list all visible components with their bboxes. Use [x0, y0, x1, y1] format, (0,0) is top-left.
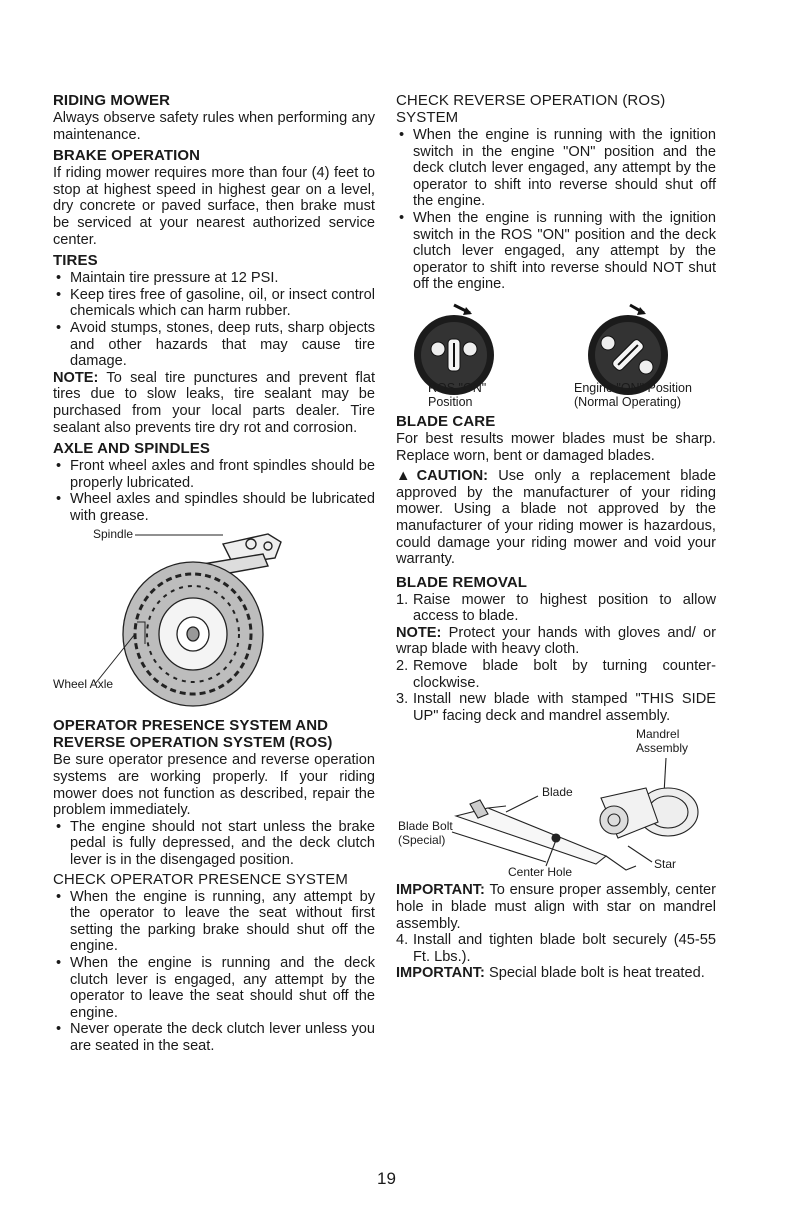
star-label: Star — [654, 857, 677, 872]
caution-paragraph — [396, 468, 716, 568]
blade-bolt-label-line1: Blade Bolt — [398, 819, 453, 834]
list-item: • Maintain tire pressure at 12 PSI. — [53, 270, 375, 287]
ignition-switch-figure — [396, 301, 716, 409]
caution-text: Use only a replacement blade approved by the manufacturer of your riding mower. Using a blade not approved by the manufacturer of your riding mower is hazardous, could damage your riding mower and void your warranty. — [396, 468, 716, 568]
check-ops-list — [53, 889, 375, 1055]
spindle-label: Spindle — [93, 527, 134, 542]
blade-care-text: For best results mower blades must be sharp. Replace worn, bent or damaged blades. — [396, 430, 716, 464]
list-item: • When the engine is running, any attempt by the operator to leave the seat without first setting the parking brake should shut off the engine. — [53, 889, 375, 955]
list-item: • When the engine is running and the deck clutch lever is engaged, any attempt by the operator to leave the seat should shut off the engine. — [53, 955, 375, 1021]
ros-caption-line1: ROS "ON" — [428, 380, 487, 395]
note-label: NOTE: — [396, 624, 442, 641]
note-label: NOTE: — [53, 369, 99, 386]
tires-heading: TIRES — [53, 252, 98, 270]
riding-mower-text: Always observe safety rules when performing any maintenance. — [53, 110, 375, 143]
step-1: 1. Raise mower to highest position to allow access to blade. — [396, 591, 716, 625]
engine-caption-line2: (Normal Operating) — [574, 394, 681, 409]
left-column — [53, 92, 375, 1055]
important-text: Special blade bolt is heat treated. — [488, 965, 705, 982]
tires-list — [53, 270, 375, 370]
note-text: Protect your hands with gloves and/ or wrap blade with heavy cloth. — [396, 624, 716, 658]
blade-removal-steps-cont — [396, 658, 716, 724]
important-label: IMPORTANT: — [396, 882, 485, 899]
important-heat-treated — [396, 965, 716, 982]
riding-mower-heading: RIDING MOWER — [53, 92, 171, 109]
blade-removal-step-4 — [396, 932, 716, 965]
blade-label: Blade — [542, 785, 573, 800]
ros-caption — [428, 381, 570, 409]
ros-caption-line2: Position — [428, 394, 473, 409]
step-4: 4. Install and tighten blade bolt securely (45-55 Ft. Lbs.). — [396, 932, 716, 965]
step-text: Raise mower to highest position to allow access to blade. — [413, 591, 716, 625]
brake-operation-text: If riding mower requires more than four (4) feet to stop at highest speed in highest gear on a level, dry concrete or paved surface, then brake must be serviced at your nearest authorized service center. — [53, 165, 375, 248]
warning-triangle-icon: ▲ — [396, 468, 417, 485]
brake-operation-heading: BRAKE OPERATION — [53, 147, 201, 165]
check-ros-heading: CHECK REVERSE OPERATION (ROS) SYSTEM — [396, 92, 666, 126]
engine-caption-line1: Engine "ON" Position — [574, 380, 692, 395]
list-item: • When the engine is running with the ignition switch in the ROS "ON" position and the deck clutch lever engaged, any attempt by the operator to shift into reverse should NOT shut off the engine. — [396, 210, 716, 293]
ops-list — [53, 819, 375, 869]
mandrel-label-line1: Mandrel — [636, 727, 680, 742]
blade-removal-steps — [396, 592, 716, 625]
switch-captions — [428, 381, 716, 409]
list-item: • Front wheel axles and front spindles should be properly lubricated. — [53, 458, 375, 491]
check-ops-heading: CHECK OPERATOR PRESENCE SYSTEM — [53, 870, 349, 888]
blade-care-heading: BLADE CARE — [396, 412, 496, 430]
list-item: • Keep tires free of gasoline, oil, or insect control chemicals which can harm rubber. — [53, 287, 375, 320]
axle-list — [53, 458, 375, 524]
tire — [123, 562, 263, 706]
gloves-note — [396, 625, 716, 658]
wheel-spindle-figure — [53, 524, 375, 712]
important-alignment — [396, 882, 716, 932]
step-2: 2. Remove blade bolt by turning counter-clockwise. — [396, 658, 716, 691]
step-text: Install and tighten blade bolt securely (45-55 Ft. Lbs.). — [413, 932, 716, 965]
blade-removal-heading: BLADE REMOVAL — [396, 573, 528, 591]
axle-spindles-heading: AXLE AND SPINDLES — [53, 440, 210, 458]
engine-caption — [570, 381, 716, 409]
list-item: • When the engine is running with the ignition switch in the engine "ON" position and the deck clutch lever engaged, any attempt by the operator to shift into reverse should shut off the engine. — [396, 127, 716, 210]
check-ros-list — [396, 127, 716, 293]
ops-ros-text: Be sure operator presence and reverse operation systems are working properly. If your riding mower does not function as described, repair the problem immediately. — [53, 752, 375, 819]
step-text: Remove blade bolt by turning counter-clockwise. — [413, 658, 716, 691]
caution-label: CAUTION: — [416, 468, 488, 485]
list-item: • Avoid stumps, stones, deep ruts, sharp objects and other hazards that may cause tire damage. — [53, 320, 375, 370]
center-hole-label: Center Hole — [508, 865, 573, 880]
mandrel-label-line2: Assembly — [636, 741, 689, 756]
right-column — [396, 92, 716, 982]
list-item: • Wheel axles and spindles should be lubricated with grease. — [53, 491, 375, 524]
list-item: • The engine should not start unless the brake pedal is fully depressed, and the deck clutch lever is in the disengaged position. — [53, 819, 375, 869]
important-label: IMPORTANT: — [396, 965, 485, 982]
page-number: 19 — [377, 1169, 396, 1188]
important-text: To ensure proper assembly, center hole in blade must align with star on mandrel assembly. — [396, 882, 716, 932]
note-text: To seal tire punctures and prevent flat tires due to slow leaks, tire sealant may be purchased from your local parts dealer. Tire sealant also prevents tire dry rot and corrosion. — [53, 369, 375, 436]
list-item: • Never operate the deck clutch lever unless you are seated in the seat. — [53, 1021, 375, 1054]
blade-bolt-label-line2: (Special) — [398, 833, 446, 848]
blade-assembly-figure — [396, 728, 716, 878]
tire-sealant-note — [53, 370, 375, 436]
wheel-axle-label: Wheel Axle — [53, 677, 114, 692]
ops-ros-heading: OPERATOR PRESENCE SYSTEM AND REVERSE OPERATION SYSTEM (ROS) — [53, 717, 333, 752]
step-3: 3. Install new blade with stamped "THIS SIDE UP" facing deck and mandrel assembly. — [396, 691, 716, 724]
step-text: Install new blade with stamped "THIS SIDE UP" facing deck and mandrel assembly. — [413, 691, 716, 724]
